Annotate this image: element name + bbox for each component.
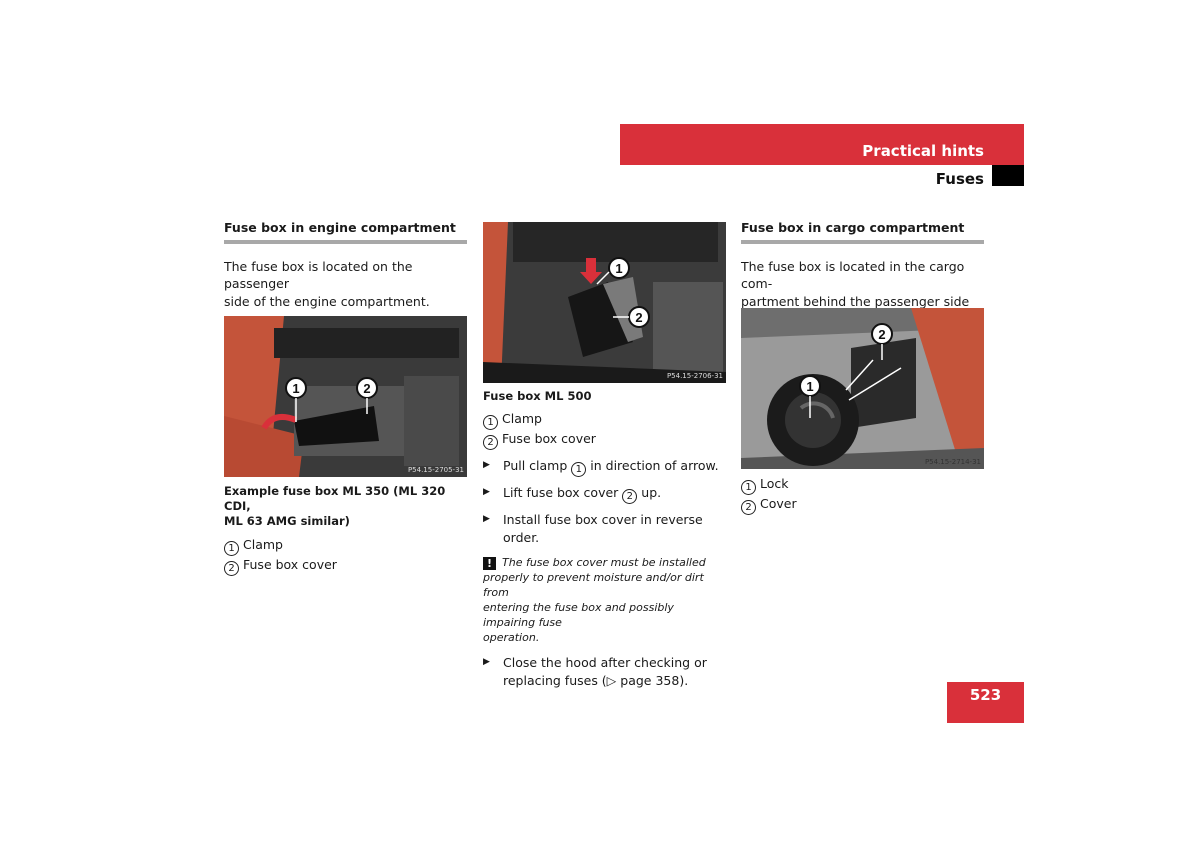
legend-item [483,430,726,450]
callout-number-icon: 1 [483,415,498,430]
photo-code: P54.15-2705-31 [407,466,464,474]
step-pull-clamp [483,457,726,477]
step-install-cover [483,511,726,546]
step-text: Install fuse box cover in reverse order. [503,512,703,545]
column-engine-captions [224,484,467,576]
svg-text:1: 1 [806,379,814,394]
photo-code: P54.15-2714-31 [924,458,981,466]
svg-text:2: 2 [363,381,371,396]
note-line [483,555,726,570]
photo-cargo-fuse-box [741,308,984,469]
text-line: side of the engine compartment. [224,293,430,309]
caption-line: ML 63 AMG similar) [224,514,350,528]
svg-text:2: 2 [878,327,886,342]
note-line: entering the fuse box and possibly impairing fuse [483,601,674,629]
text-line: The fuse box is located on the passenger [224,258,413,291]
note-line: operation. [483,631,540,644]
legend-label: Lock [760,476,789,491]
svg-text:2: 2 [635,310,643,325]
legend-label: Clamp [243,537,283,552]
legend-item [224,536,467,556]
legend-label: Cover [760,496,797,511]
callout-number-icon: 2 [741,500,756,515]
legend-item [483,410,726,430]
section-title: Practical hints [862,142,984,160]
step-text: in direction of arrow. [590,458,719,473]
step-text: Lift fuse box cover [503,485,619,500]
callout-number-icon: 1 [741,480,756,495]
heading-cargo-compartment: Fuse box in cargo compartment [741,219,984,244]
callout-number-icon: 2 [483,435,498,450]
photo-code: P54.15-2706-31 [666,372,723,380]
legend-item [741,495,984,515]
step-text: ▶ Close the hood after checking or [503,655,707,670]
photo-caption [224,484,467,529]
legend-label: Clamp [502,411,542,426]
callout-number-icon: 1 [571,462,586,477]
callout-number-icon: 2 [224,561,239,576]
step-close-hood [483,654,726,689]
svg-text:1: 1 [615,261,623,276]
photo-engine-fuse-box [224,316,467,477]
callout-number-icon: 2 [622,489,637,504]
text-line: partment behind the passenger side [741,293,970,309]
step-lift-cover [483,484,726,504]
paragraph [224,258,467,311]
subsection-title: Fuses [935,170,984,188]
thumb-tab-marker [992,165,1024,186]
step-text: up. [641,485,662,500]
legend-label: Fuse box cover [502,431,596,446]
callout-number-icon: 1 [224,541,239,556]
legend-label: Fuse box cover [243,557,337,572]
note-line: properly to prevent moisture and/or dirt from [483,571,704,599]
note-text: The fuse box cover must be installed [502,556,706,569]
heading-engine-compartment: Fuse box in engine compartment [224,219,467,244]
legend-item [224,556,467,576]
photo-ml500-fuse-box [483,222,726,383]
caption-line: Example fuse box ML 350 (ML 320 CDI, [224,484,446,513]
photo-caption: Fuse box ML 500 [483,389,592,403]
step-text: Pull clamp [503,458,568,473]
page-number: 523 [969,686,1002,704]
text-line: The fuse box is located in the cargo com- [741,258,965,291]
warning-icon: ! [483,557,496,570]
step-text: replacing fuses (▷ page 358). [503,672,689,688]
svg-text:1: 1 [292,381,300,396]
legend-item [741,475,984,495]
column-ml500 [483,389,726,689]
column-cargo-legend [741,475,984,515]
warning-note [483,555,726,645]
